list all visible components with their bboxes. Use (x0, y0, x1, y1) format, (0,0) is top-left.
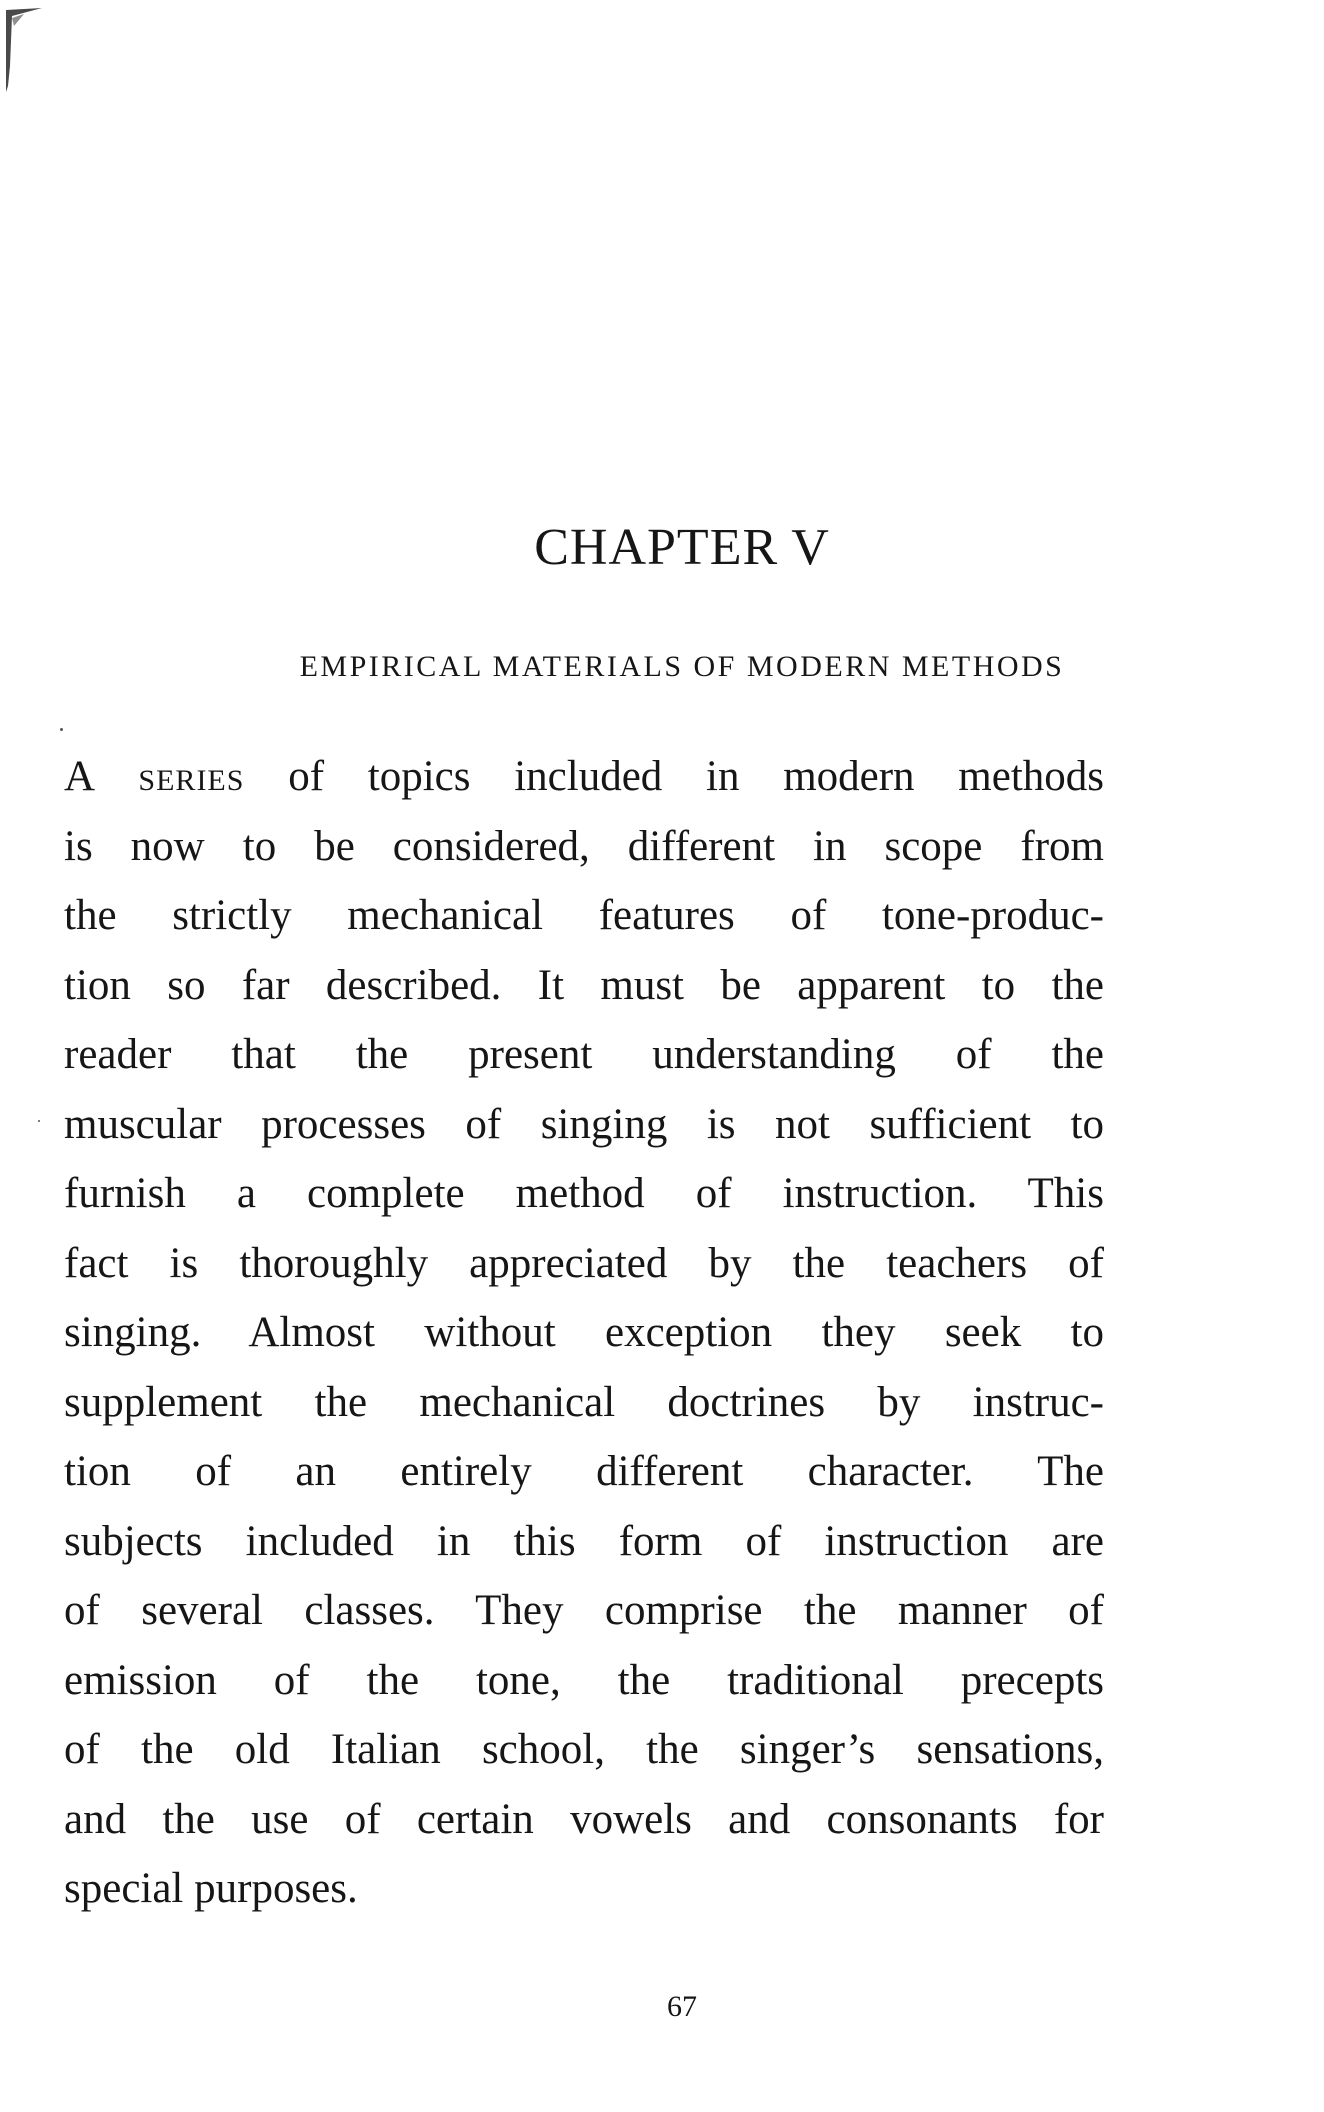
text-line: tion of an entirely different character. The (64, 1448, 1104, 1495)
text-line: muscular processes of singing is not sufficient to (64, 1100, 1104, 1148)
text-line: supplement the mechanical doctrines by instruc- (64, 1378, 1104, 1426)
text-line: of several classes. They comprise the manner of (64, 1587, 1104, 1634)
text-line-content: of topics included in modern methods (244, 753, 1105, 800)
text-line: tion so far described. It must be apparent to the (64, 961, 1104, 1009)
text-line: of the old Italian school, the singer’s sensations, (64, 1726, 1104, 1773)
text-line: subjects included in this form of instruction are (64, 1517, 1104, 1565)
text-line (64, 742, 1104, 812)
text-line: furnish a complete method of instruction. This (64, 1170, 1104, 1217)
text-line: is now to be considered, different in scope from (64, 822, 1104, 870)
text-line: emission of the tone, the traditional precepts (64, 1656, 1104, 1704)
margin-speck (38, 1120, 40, 1122)
body-paragraph (64, 742, 1104, 1924)
text-line: the strictly mechanical features of tone-produc- (64, 892, 1104, 939)
margin-speck (60, 728, 63, 731)
lead-smallcaps: A series (64, 753, 245, 800)
text-line: and the use of certain vowels and consonants for (64, 1795, 1104, 1843)
chapter-title: CHAPTER V (534, 519, 830, 576)
text-line: reader that the present understanding of the (64, 1031, 1104, 1078)
text-line: special purposes. (64, 1865, 358, 1912)
text-line: fact is thoroughly appreciated by the teachers of (64, 1239, 1104, 1287)
chapter-subtitle: EMPIRICAL MATERIALS OF MODERN METHODS (299, 650, 1065, 683)
page-number: 67 (667, 1990, 697, 2023)
page-corner-scan-mark (4, 6, 44, 96)
text-line: singing. Almost without exception they seek to (64, 1309, 1104, 1356)
